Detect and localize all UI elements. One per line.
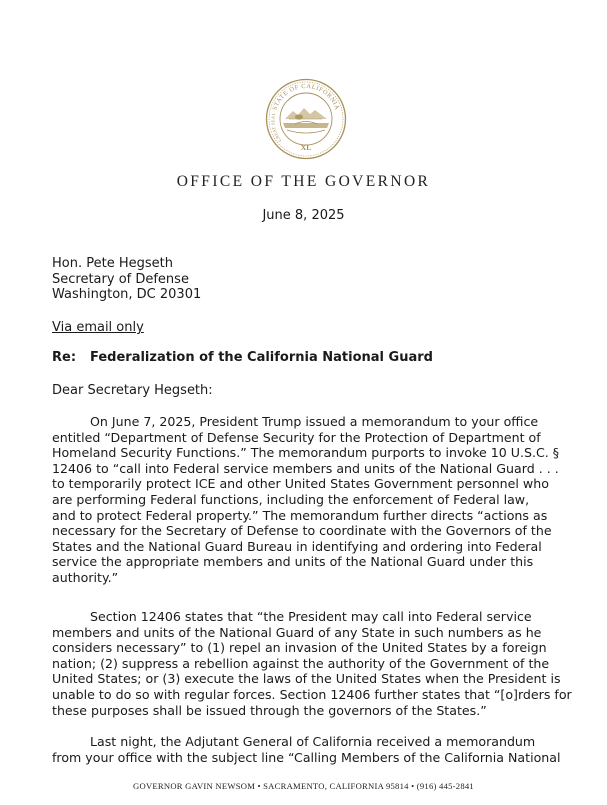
paragraph-line: these purposes shall be issued through the governors of the States.”: [52, 702, 487, 718]
paragraph-line: Homeland Security Functions.” The memorandum purports to invoke 10 U.S.C. §: [52, 445, 560, 461]
paragraph-line: from your office with the subject line “Calling Members of the California National: [52, 749, 561, 765]
recipient-title: Secretary of Defense: [52, 271, 189, 287]
delivery-method: Via email only: [52, 320, 144, 335]
letterhead-footer: GOVERNOR GAVIN NEWSOM • SACRAMENTO, CALIFORNIA 95814 • (916) 445-2841: [133, 781, 474, 791]
paragraph-line: service the appropriate members and units of the National Guard under this: [52, 554, 534, 570]
body-paragraph-3: [52, 734, 561, 765]
paragraph-line: Last night, the Adjutant General of California received a memorandum: [90, 734, 536, 749]
recipient-name: Hon. Pete Hegseth: [52, 256, 173, 271]
paragraph-line: United States; or (3) execute the laws of the United States when the President is: [52, 671, 561, 687]
body-paragraph-1: [52, 414, 558, 586]
seal-ring-text: STATE OF CALIFORNIA: [271, 82, 341, 112]
subject-line: [52, 350, 433, 365]
letter-date: June 8, 2025: [262, 208, 345, 223]
paragraph-line: entitled “Department of Defense Security for the Protection of Department of: [52, 429, 541, 445]
paragraph-line: to temporarily protect ICE and other United States Government personnel who: [52, 476, 549, 492]
subject-label: Re:: [52, 350, 77, 365]
office-title: OFFICE OF THE GOVERNOR: [176, 173, 431, 190]
paragraph-line: authority.”: [52, 569, 119, 585]
paragraph-line: members and units of the National Guard of any State in such numbers as he: [52, 624, 542, 640]
paragraph-line: are performing Federal functions, including the enforcement of Federal law,: [52, 491, 530, 507]
paragraph-line: unable to do so with regular forces. Section 12406 further states that “[o]rders for: [52, 686, 572, 702]
paragraph-line: 12406 to “call into Federal service members and units of the National Guard . . .: [52, 460, 559, 476]
recipient-location: Washington, DC 20301: [52, 287, 202, 302]
paragraph-line: considers necessary” to (1) repel an invasion of the United States by a foreign: [52, 640, 547, 656]
paragraph-line: On June 7, 2025, President Trump issued a memorandum to your office: [90, 414, 539, 429]
salutation: Dear Secretary Hegseth:: [52, 383, 213, 398]
paragraph-line: Section 12406 states that “the President may call into Federal service: [90, 609, 532, 624]
seal-number: XL: [300, 143, 312, 152]
paragraph-line: and to protect Federal property.” The memorandum further directs “actions as: [52, 507, 548, 523]
paragraph-line: nation; (2) suppress a rebellion against the authority of the Government of the: [52, 655, 550, 671]
state-seal-icon: [265, 78, 347, 160]
seal-ring-text-left: GREAT SEAL: [270, 111, 283, 143]
recipient-address: [52, 256, 201, 303]
paragraph-line: necessary for the Secretary of Defense to coordinate with the Governors of the: [52, 523, 552, 539]
body-paragraph-2: [52, 609, 572, 718]
paragraph-line: States and the National Guard Bureau in identifying and ordering into Federal: [52, 538, 542, 554]
subject-text: Federalization of the California National Guard: [90, 350, 433, 365]
